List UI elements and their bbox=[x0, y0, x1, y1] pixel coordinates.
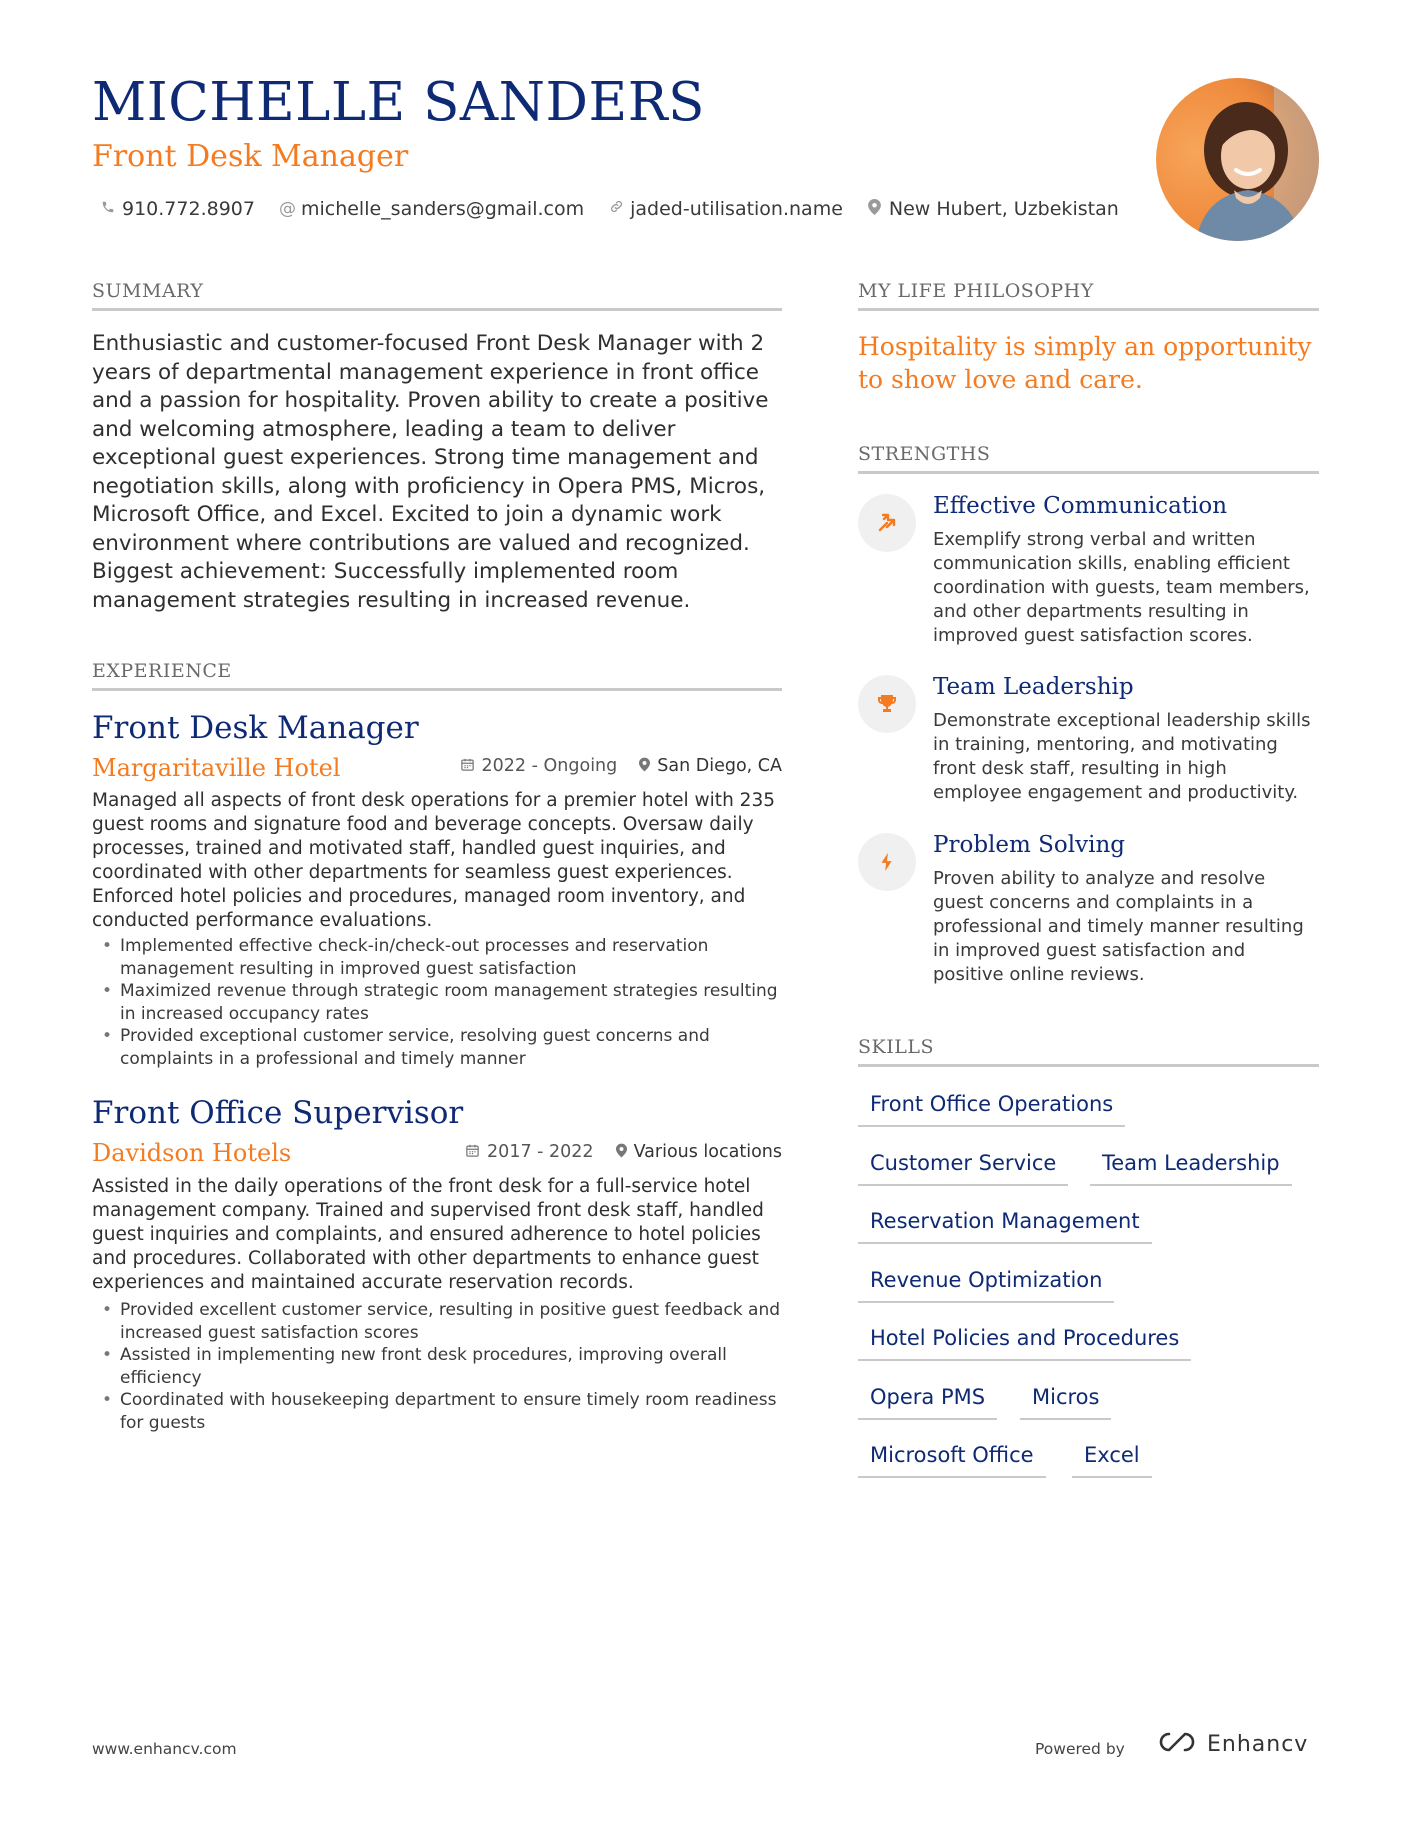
job-location bbox=[639, 756, 782, 776]
contact-website[interactable] bbox=[608, 198, 843, 220]
contact-bar bbox=[100, 198, 1119, 220]
bullet-item: • Provided exceptional customer service, resolving guest concerns and complaints in a professional and timely manner bbox=[92, 1025, 782, 1070]
skill-tag: Revenue Optimization bbox=[858, 1268, 1114, 1303]
strength-description: Demonstrate exceptional leadership skills in training, mentoring, and motivating front desk staff, resulting in high employee engagement and productivity. bbox=[933, 710, 1311, 803]
strength-title: Effective Communication bbox=[933, 493, 1228, 519]
job-dates-text: 2017 - 2022 bbox=[487, 1142, 594, 1162]
enhancv-logo[interactable] bbox=[1155, 1729, 1308, 1759]
location-pin-icon bbox=[639, 757, 650, 776]
job-dates bbox=[465, 1142, 594, 1162]
footer-url[interactable]: www.enhancv.com bbox=[92, 1740, 237, 1758]
bullet-item: • Maximized revenue through strategic room management strategies resulting in increased occupancy rates bbox=[92, 980, 782, 1025]
calendar-icon bbox=[465, 1143, 480, 1162]
at-icon: @ bbox=[278, 199, 296, 219]
phone-icon bbox=[100, 199, 116, 219]
enhancv-mark-icon bbox=[1155, 1729, 1201, 1759]
contact-email[interactable] bbox=[279, 198, 584, 220]
contact-phone bbox=[100, 198, 255, 220]
brand-name: Enhancv bbox=[1207, 1731, 1309, 1757]
strength-description: Exemplify strong verbal and written communication skills, enabling efficient coordination with guests, team members, and other departments resulting in improved guest satisfaction scores. bbox=[933, 529, 1310, 646]
location-pin-icon bbox=[616, 1143, 627, 1162]
summary-text: Enthusiastic and customer-focused Front Desk Manager with 2 years of departmental management experience in front office and a passion for hospitality. Proven ability to create a positive and welcoming atmosphere, leading a team to deliver exceptional guest experiences. Strong time management and negotiation skills, along with proficiency in Opera PMS, Micros, Microsoft Office, and Excel. Excited to join a dynamic work environment where contributions are valued and recognized. Biggest achievement: Successfully implemented room management strategies resulting in increased revenue. bbox=[92, 331, 769, 613]
skill-tag: Team Leadership bbox=[1090, 1151, 1292, 1186]
strength-title: Problem Solving bbox=[933, 832, 1125, 858]
skills-heading: SKILLS bbox=[858, 1036, 1319, 1067]
contact-location bbox=[867, 198, 1119, 220]
job-title: Front Desk Manager bbox=[92, 710, 419, 746]
summary-heading: SUMMARY bbox=[92, 280, 782, 311]
candidate-title: Front Desk Manager bbox=[92, 139, 409, 174]
experience-heading: EXPERIENCE bbox=[92, 660, 782, 691]
bullet-item: • Assisted in implementing new front desk procedures, improving overall efficiency bbox=[92, 1344, 782, 1389]
skill-tag: Micros bbox=[1020, 1385, 1111, 1420]
location-pin-icon bbox=[867, 199, 883, 220]
job-dates bbox=[460, 756, 618, 776]
profile-photo bbox=[1156, 78, 1319, 241]
job-title: Front Office Supervisor bbox=[92, 1095, 464, 1131]
website-text[interactable]: jaded-utilisation.name bbox=[630, 198, 843, 220]
job-dates-text: 2022 - Ongoing bbox=[481, 756, 618, 776]
bullet-item: • Implemented effective check-in/check-out processes and reservation management resulting in improved guest satisfaction bbox=[92, 935, 782, 980]
skill-tag: Front Office Operations bbox=[858, 1092, 1125, 1127]
company-name: Davidson Hotels bbox=[92, 1139, 292, 1167]
job-location-text: San Diego, CA bbox=[657, 756, 782, 776]
location-text: New Hubert, Uzbekistan bbox=[888, 198, 1119, 220]
bullet-item: • Provided excellent customer service, resulting in positive guest feedback and increased guest satisfaction scores bbox=[92, 1299, 782, 1344]
company-name: Margaritaville Hotel bbox=[92, 754, 341, 782]
job-description: Managed all aspects of front desk operations for a premier hotel with 235 guest rooms and signature food and beverage concepts. Oversaw daily processes, trained and motivated staff, handled guest inquiries, and coordinated with other departments for seamless guest experiences. Enforced hotel policies and procedures, managed room inventory, and conducted performance evaluations. bbox=[92, 790, 775, 931]
strength-title: Team Leadership bbox=[933, 674, 1134, 700]
job-location-text: Various locations bbox=[633, 1142, 782, 1162]
skill-tag: Reservation Management bbox=[858, 1209, 1152, 1244]
job-meta bbox=[465, 1142, 782, 1162]
bullet-item: • Coordinated with housekeeping department to ensure timely room readiness for guests bbox=[92, 1389, 782, 1434]
job-bullets bbox=[92, 1299, 782, 1434]
job-bullets bbox=[92, 935, 782, 1070]
philosophy-quote: Hospitality is simply an opportunity to show love and care. bbox=[858, 332, 1312, 394]
job-meta bbox=[460, 756, 782, 776]
email-text[interactable]: michelle_sanders@gmail.com bbox=[300, 198, 585, 220]
skill-tag: Hotel Policies and Procedures bbox=[858, 1326, 1191, 1361]
strength-description: Proven ability to analyze and resolve guest concerns and complaints in a professional and timely manner resulting in improved guest satisfaction and positive online reviews. bbox=[933, 868, 1304, 985]
calendar-icon bbox=[460, 757, 475, 776]
trophy-icon bbox=[858, 675, 916, 733]
skill-tag: Excel bbox=[1072, 1443, 1152, 1478]
powered-by-label: Powered by bbox=[1035, 1740, 1125, 1758]
job-description: Assisted in the daily operations of the front desk for a full-service hotel management company. Trained and supervised front desk staff, handled guest inquiries and complaints, and ensured adherence to hotel policies and procedures. Collaborated with other departments to enhance guest experiences and maintained accurate reservation records. bbox=[92, 1176, 764, 1293]
job-location bbox=[616, 1142, 782, 1162]
skill-tag: Customer Service bbox=[858, 1151, 1068, 1186]
lightning-icon bbox=[858, 833, 916, 891]
strengths-heading: STRENGTHS bbox=[858, 443, 1319, 474]
candidate-name: MICHELLE SANDERS bbox=[92, 72, 705, 133]
communication-icon bbox=[858, 494, 916, 552]
link-icon bbox=[608, 199, 624, 219]
skill-tag: Opera PMS bbox=[858, 1385, 997, 1420]
skill-tag: Microsoft Office bbox=[858, 1443, 1046, 1478]
phone-text: 910.772.8907 bbox=[122, 198, 255, 220]
philosophy-heading: MY LIFE PHILOSOPHY bbox=[858, 280, 1319, 311]
